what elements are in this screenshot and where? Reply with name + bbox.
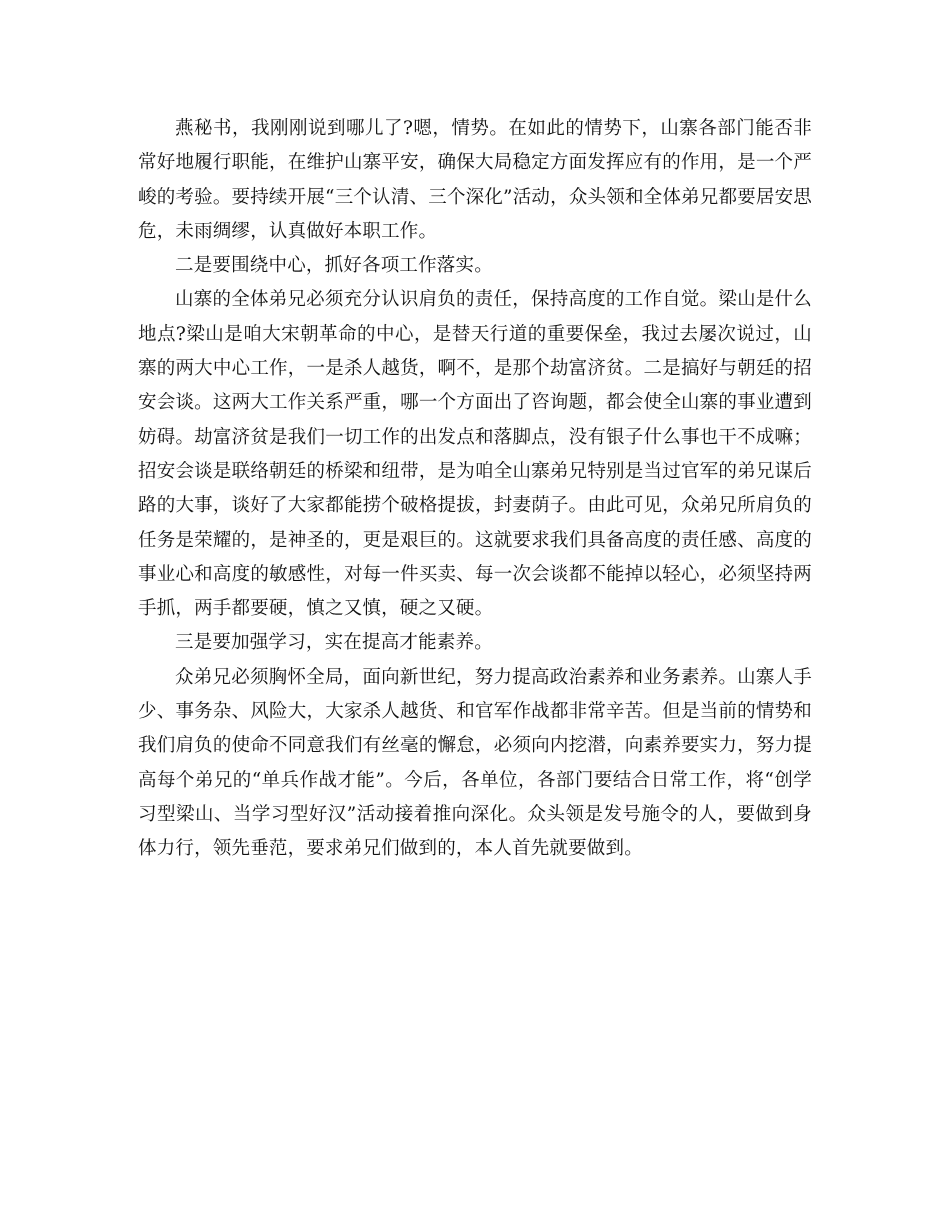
paragraph-heading-two: 二是要围绕中心，抓好各项工作落实。 xyxy=(175,255,493,277)
paragraph-situation: 燕秘书，我刚刚说到哪儿了?嗯，情势。在如此的情势下，山寨各部门能否非常好地履行职能，在维护山寨平安，确保大局稳定方面发挥应有的作用，是一个严峻的考验。要持续开展“三个认清、三个深化”活动，众头领和全体弟兄都要居安思危，未雨绸缪，认真做好本职工作。 xyxy=(138,118,812,242)
paragraph-study: 众弟兄必须胸怀全局，面向新世纪，努力提高政治素养和业务素养。山寨人手少、事务杂、风险大，大家杀人越货、和官军作战都非常辛苦。但是当前的情势和我们肩负的使命不同意我们有丝毫的懈怠，必须向内挖潜，向素养要实力，努力提高每个弟兄的“单兵作战才能”。今后，各单位，各部门要结合日常工作，将“创学习型梁山、当学习型好汉”活动接着推向深化。众头领是发号施令的人，要做到身体力行，领先垂范，要求弟兄们做到的，本人首先就要做到。 xyxy=(138,666,812,860)
document-body xyxy=(138,112,812,867)
paragraph-heading-three: 三是要加强学习，实在提高才能素养。 xyxy=(175,632,493,654)
paragraph-responsibility: 山寨的全体弟兄必须充分认识肩负的责任，保持高度的工作自觉。梁山是什么地点?梁山是咱大宋朝革命的中心，是替天行道的重要保垒，我过去屡次说过，山寨的两大中心工作，一是杀人越货，啊不，是那个劫富济贫。二是搞好与朝廷的招安会谈。这两大工作关系严重，哪一个方面出了咨询题，都会使全山寨的事业遭到妨碍。劫富济贫是我们一切工作的出发点和落脚点，没有银子什么事也干不成嘛；招安会谈是联络朝廷的桥梁和纽带，是为咱全山寨弟兄特别是当过官军的弟兄谋后路的大事，谈好了大家都能捞个破格提拔，封妻荫子。由此可见，众弟兄所肩负的任务是荣耀的，是神圣的，更是艰巨的。这就要求我们具备高度的责任感、高度的事业心和高度的敏感性，对每一件买卖、每一次会谈都不能掉以轻心，必须坚持两手抓，两手都要硬，慎之又慎，硬之又硬。 xyxy=(138,289,812,620)
